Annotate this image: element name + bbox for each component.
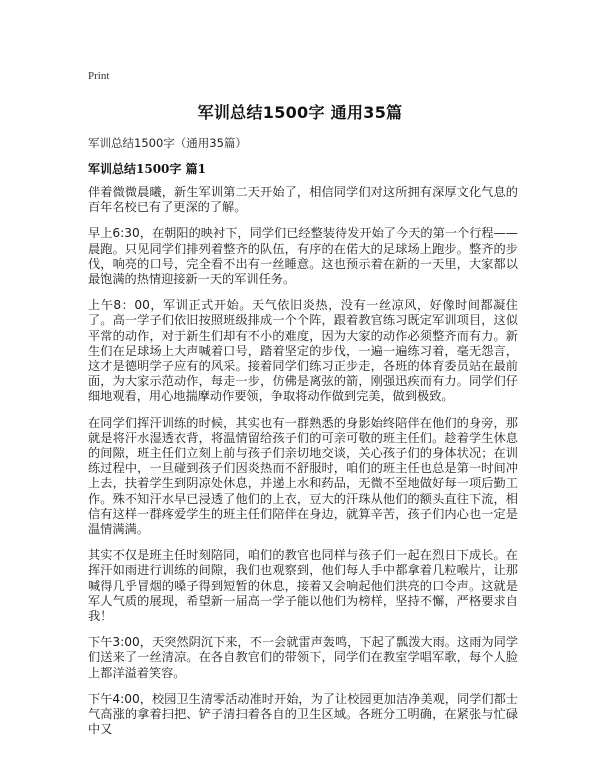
document-subtitle: 军训总结1500字（通用35篇） — [88, 136, 247, 150]
document-body — [88, 185, 518, 749]
print-label: Print — [88, 70, 110, 82]
paragraph: 其实不仅是班主任时刻陪同，咱们的教官也同样与孩子们一起在烈日下成长。在挥汗如雨进行训练的间隙，我们也观察到，他们每人手中都拿着几粒喉片，让那喊得几乎冒烟的嗓子得到短暂的休息，接着又会响起他们洪亮的口令声。这就是军人气质的展现，希望新一届高一学子能以他们为榜样，坚持不懈，严格要求自我！ — [88, 548, 518, 624]
paragraph: 上午8：00，军训正式开始。天气依旧炎热，没有一丝凉风，好像时间都凝住了。高一学子们依旧按照班级排成一个个阵，跟着教官练习既定军训项目，这似平常的动作，对于新生们却有不小的难度，因为大家的动作必须整齐而有力。新生们在足球场上大声喊着口号，踏着坚定的步伐，一遍一遍练习着，毫无怨言，这才是德明学子应有的风采。接着同学们练习正步走，各班的体育委员站在最前面，为大家示范动作，每走一步，仿佛是离弦的箭，刚强迅疾而有力。同学们仔细地观看，用心地揣摩动作要领，争取将动作做到完美，做到极致。 — [88, 298, 518, 404]
section-heading: 军训总结1500字 篇1 — [88, 162, 206, 176]
paragraph: 在同学们挥汗训练的时候，其实也有一群熟悉的身影始终陪伴在他们的身旁，那就是将汗水湿透衣背，将温情留给孩子们的可亲可敬的班主任们。趁着学生休息的间隙，班主任们立刻上前与孩子们亲切地交谈，关心孩子们的身体状况；在训练过程中，一旦碰到孩子们因炎热而不舒服时，咱们的班主任也总是第一时间冲上去，扶着学生到阴凉处休息，并递上水和药品，无微不至地做好每一项后勤工作。殊不知汗水早已浸透了他们的上衣，豆大的汗珠从他们的额头直往下流，相信有这样一群疼爱学生的班主任们陪伴在身边，就算辛苦，孩子们内心也一定是温情满满。 — [88, 415, 518, 537]
document-title: 军训总结1500字 通用35篇 — [197, 103, 403, 122]
paragraph: 下午4:00，校园卫生清零活动准时开始，为了让校园更加洁净美观，同学们都士气高涨的拿着扫把、铲子清扫着各自的卫生区域。各班分工明确，在紧张与忙碌中又 — [88, 691, 518, 737]
paragraph: 伴着微微晨曦，新生军训第二天开始了，相信同学们对这所拥有深厚文化气息的百年名校已有了更深的了解。 — [88, 185, 518, 215]
paragraph: 早上6:30，在朝阳的映衬下，同学们已经整装待发开始了今天的第一个行程——晨跑。只见同学们排列着整齐的队伍，有序的在偌大的足球场上跑步。整齐的步伐，响亮的口号，完全看不出有一丝睡意。这也预示着在新的一天里，大家都以最饱满的热情迎接新一天的军训任务。 — [88, 226, 518, 287]
paragraph: 下午3:00，天突然阴沉下来，不一会就雷声轰鸣，下起了瓢泼大雨。这雨为同学们送来了一丝清凉。在各自教官们的带领下，同学们在教室学唱军歌，每个人脸上都洋溢着笑容。 — [88, 635, 518, 680]
